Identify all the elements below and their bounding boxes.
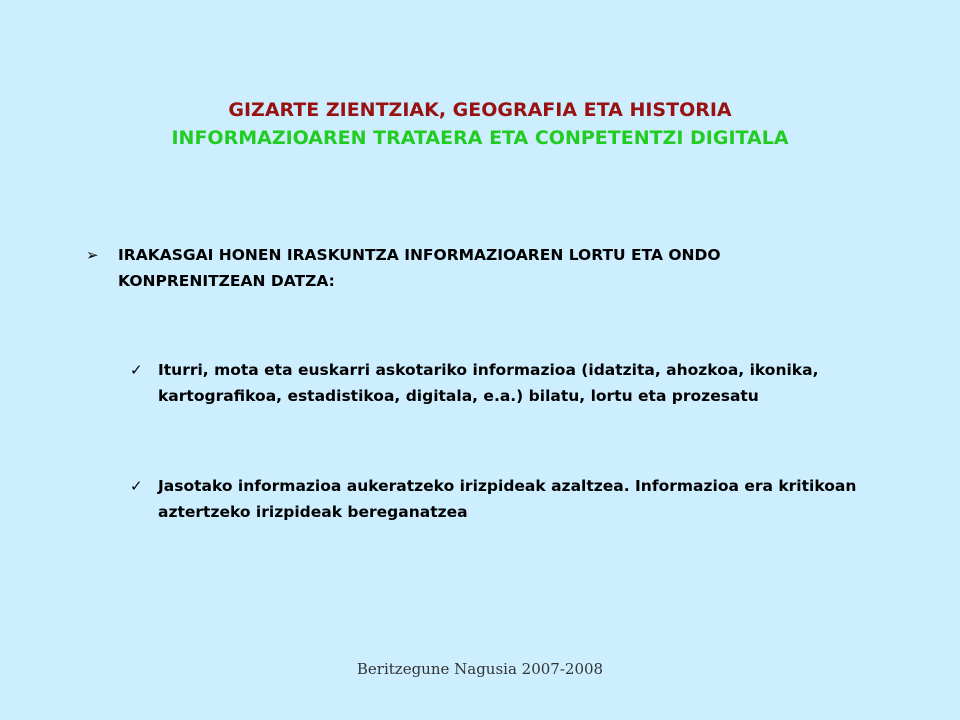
slide-title — [0, 96, 960, 152]
footer-text: Beritzegune Nagusia 2007-2008 — [356, 660, 604, 678]
main-bullet — [86, 242, 846, 294]
check-item-1 — [130, 357, 890, 409]
checkmark-icon: ✓ — [130, 477, 143, 495]
title-line-2: INFORMAZIOAREN TRATAERA ETA CONPETENTZI DIGITALA — [171, 127, 789, 149]
check-item-2 — [130, 473, 890, 525]
check-item-text: Iturri, mota eta euskarri askotariko informazioa (idatzita, ahozkoa, ikonika, kartografikoa, estadistikoa, digitala, e.a.) bilatu, lortu eta prozesatu — [158, 361, 819, 405]
arrow-bullet-icon: ➢ — [86, 246, 99, 264]
main-bullet-text: IRAKASGAI HONEN IRASKUNTZA INFORMAZIOAREN LORTU ETA ONDO KONPRENITZEAN DATZA: — [118, 246, 721, 290]
check-item-text: Jasotako informazioa aukeratzeko irizpideak azaltzea. Informazioa era kritikoan aztertzeko irizpideak bereganatzea — [158, 477, 857, 521]
checkmark-icon: ✓ — [130, 361, 143, 379]
title-line-1: GIZARTE ZIENTZIAK, GEOGRAFIA ETA HISTORIA — [228, 99, 732, 121]
